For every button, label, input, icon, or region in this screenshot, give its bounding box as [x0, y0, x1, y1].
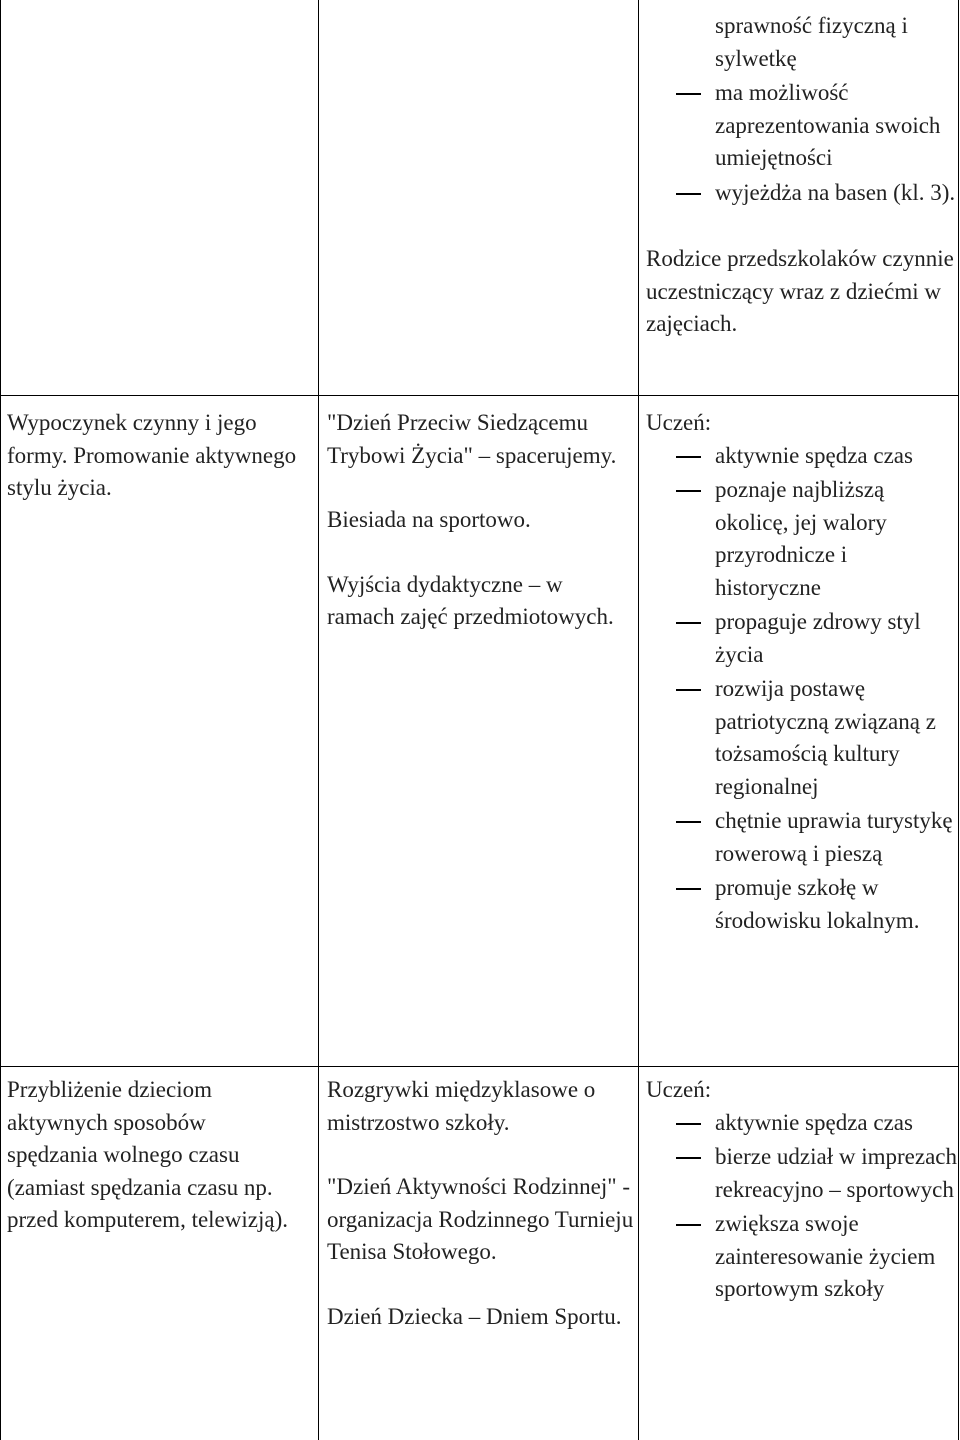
- list-item: aktywnie spędza czas: [646, 440, 958, 473]
- row2-topic-cell: [7, 1074, 297, 1237]
- list-item: promuje szkołę w środowisku lokalnym.: [646, 872, 958, 937]
- row2-outcomes-list: [646, 1107, 958, 1306]
- row1-activity: "Dzień Przeciw Siedzącemu Trybowi Życia" – spacerujemy.: [327, 410, 617, 468]
- table-border-left: [0, 0, 1, 1440]
- row2-activity: Dzień Dziecka – Dniem Sportu.: [327, 1303, 622, 1329]
- column-divider-2: [638, 0, 639, 1440]
- continuation-line: sprawność fizyczną i: [715, 13, 908, 38]
- continuation-line: sylwetkę: [715, 45, 797, 71]
- parents-note: Rodzice przedszkolaków czynnie uczestniczący wraz z dziećmi w zajęciach.: [646, 246, 954, 336]
- table-border-right: [958, 0, 959, 1440]
- row1-activities-cell: [327, 407, 635, 634]
- list-item: ma możliwość zaprezentowania swoich umiejętności: [646, 77, 956, 175]
- outcomes-label: Uczeń:: [646, 410, 712, 435]
- row2-outcomes-cell: [646, 1074, 958, 1308]
- row1-topic-cell: [7, 407, 312, 505]
- list-item: chętnie uprawia turystykę rowerową i pieszą: [646, 805, 958, 870]
- row2-activity: "Dzień Aktywności Rodzinnej" - organizacja Rodzinnego Turnieju Tenisa Stołowego.: [327, 1174, 634, 1264]
- column-divider-1: [318, 0, 319, 1440]
- outcomes-label: Uczeń:: [646, 1077, 712, 1102]
- row2-activities-cell: [327, 1074, 635, 1333]
- row-divider-1: [0, 395, 959, 396]
- list-item: rozwija postawę patriotyczną związaną z tożsamością kultury regionalnej: [646, 673, 958, 803]
- list-item: bierze udział w imprezach rekreacyjno – sportowych: [646, 1141, 958, 1206]
- list-item: propaguje zdrowy styl życia: [646, 606, 958, 671]
- row2-activity: Rozgrywki międzyklasowe o mistrzostwo szkoły.: [327, 1077, 596, 1135]
- row1-outcomes-cell: [646, 407, 958, 939]
- row1-outcomes-list: [646, 440, 958, 938]
- list-item: wyjeżdża na basen (kl. 3).: [646, 177, 956, 210]
- continuation-list: [646, 77, 956, 209]
- row-divider-2: [0, 1066, 959, 1067]
- row2-topic: Przybliżenie dzieciom aktywnych sposobów spędzania wolnego czasu (zamiast spędzania czasu np. przed komputerem, telewizją).: [7, 1077, 288, 1232]
- row1-activity: Biesiada na sportowo.: [327, 507, 531, 532]
- list-item: zwiększa swoje zainteresowanie życiem sportowym szkoły: [646, 1208, 958, 1306]
- list-item: aktywnie spędza czas: [646, 1107, 958, 1140]
- continuation-text: [646, 10, 956, 75]
- list-item: poznaje najbliższą okolicę, jej walory przyrodnicze i historyczne: [646, 474, 958, 604]
- previous-row-outcomes-cell: [646, 10, 956, 341]
- row1-topic: Wypoczynek czynny i jego formy. Promowanie aktywnego stylu życia.: [7, 410, 297, 500]
- row1-activity: Wyjścia dydaktyczne – w ramach zajęć przedmiotowych.: [327, 571, 614, 629]
